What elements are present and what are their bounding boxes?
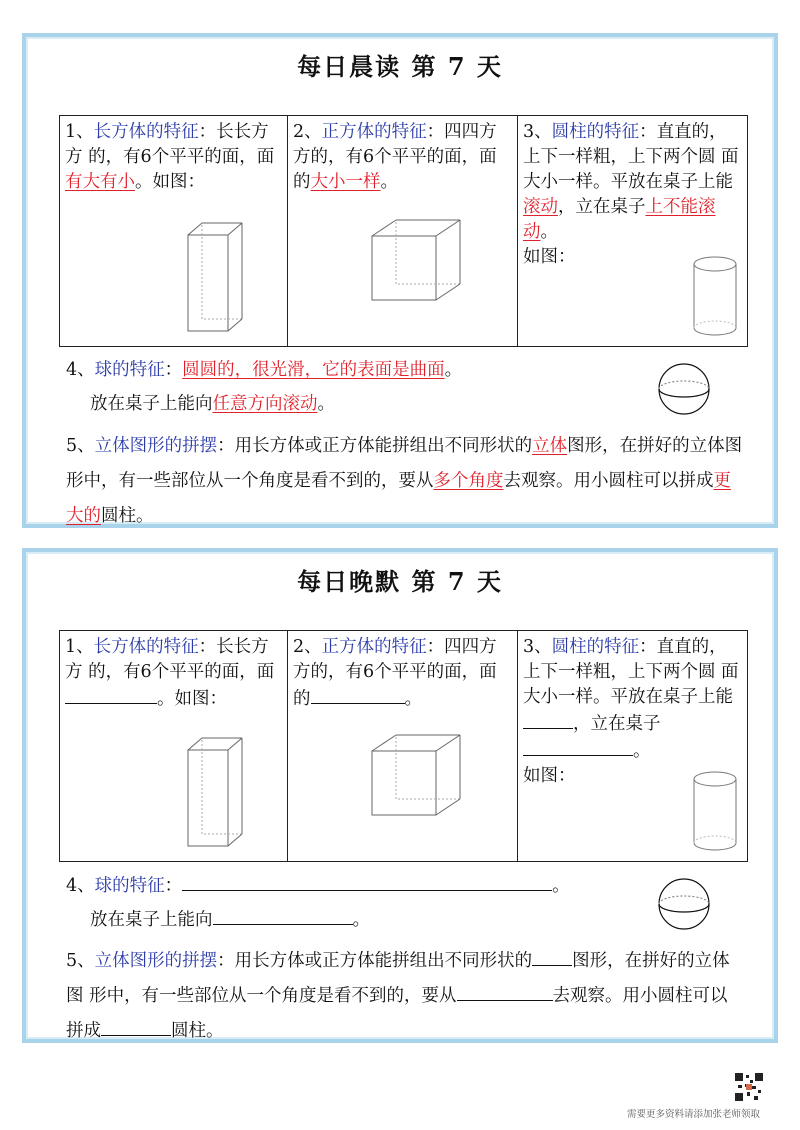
item-heading: 正方体的特征	[321, 637, 427, 657]
page-title: 每日晨读 第 7 天	[297, 52, 503, 81]
item-number: 2、	[293, 637, 322, 657]
answer-text: 有大有小	[65, 172, 135, 192]
item-text: 。	[540, 222, 558, 242]
item-number: 3、	[523, 637, 552, 657]
item-number: 2、	[293, 122, 322, 142]
item-number: 5、	[66, 436, 95, 456]
page-title: 每日晚默 第 7 天	[297, 567, 503, 596]
answer-blank[interactable]	[101, 1017, 171, 1036]
cube-icon	[368, 731, 468, 821]
cube-icon	[368, 216, 468, 306]
answer-blank[interactable]	[523, 737, 633, 756]
item-text: 去观察。用小圆柱可以拼成	[66, 986, 728, 1041]
cube-cell	[288, 116, 518, 346]
item-heading: 圆柱的特征	[551, 122, 640, 142]
colon: ：	[164, 876, 183, 896]
colon: ：	[164, 360, 183, 380]
sphere-icon	[656, 361, 712, 417]
item-text: 放在桌子上能向	[90, 910, 213, 930]
item-heading: 正方体的特征	[321, 122, 427, 142]
item-number: 5、	[66, 951, 95, 971]
item-heading: 长方体的特征	[93, 122, 199, 142]
morning-reading-panel	[22, 33, 778, 528]
answer-text: 任意方向滚动	[212, 394, 318, 414]
item-heading: 立体图形的拼摆	[94, 951, 218, 971]
item-text: 如图：	[523, 247, 576, 267]
item-text: 四四方 方的，有6个平平的面，面的	[293, 122, 497, 192]
features-table	[59, 115, 748, 347]
evening-dictation-panel	[22, 548, 778, 1043]
item-text: 图形，在拼好的立体图 形中，有一些部位从一个角度是看不到的，要从	[66, 951, 730, 1006]
sphere-icon	[656, 876, 712, 932]
item-number: 4、	[66, 360, 95, 380]
colon: ：	[426, 637, 445, 657]
item-text: 图形，在拼好的立体图 形中，有一些部位从一个角度是看不到的，要从	[66, 436, 743, 491]
assembly-paragraph	[66, 944, 744, 1049]
sphere-roll-line	[90, 906, 744, 933]
qr-code-icon	[734, 1072, 764, 1102]
item-heading: 圆柱的特征	[551, 637, 640, 657]
item-text: 圆柱。	[171, 1021, 224, 1041]
colon: ：	[426, 122, 445, 142]
item-text: 。如图：	[157, 689, 227, 709]
item-text: 四四方 方的，有6个平平的面，面的	[293, 637, 497, 709]
item-heading: 立体图形的拼摆	[94, 436, 218, 456]
answer-text: 圆圆的，很光滑，它的表面是曲面	[182, 360, 445, 380]
item-text: 去观察。用小圆柱可以拼成	[503, 471, 714, 491]
answer-blank[interactable]	[182, 872, 552, 891]
colon: ：	[217, 436, 235, 456]
answer-text: 大小一样	[310, 172, 381, 192]
answer-blank[interactable]	[457, 982, 553, 1001]
cuboid-cell	[60, 631, 288, 861]
item-text: 。	[404, 689, 422, 709]
item-text: 放在桌子上能向	[90, 394, 213, 414]
item-text: 直直的， 上下一样粗，上下两个圆 面大小一样。平放在桌子上能	[523, 122, 739, 192]
item-text: 。	[352, 910, 370, 930]
answer-text: 滚动	[523, 197, 558, 217]
sphere-roll-line	[90, 391, 744, 417]
item-number: 4、	[66, 876, 95, 896]
cuboid-icon	[184, 221, 249, 336]
answer-blank[interactable]	[523, 710, 573, 729]
answer-blank[interactable]	[532, 947, 572, 966]
item-text: 。	[380, 172, 398, 192]
item-text: 。如图：	[135, 172, 205, 192]
cylinder-cell	[518, 631, 747, 861]
cuboid-cell	[60, 116, 288, 346]
footer-note: 需要更多资料请添加张老师领取	[626, 1109, 760, 1120]
item-text: 。	[633, 741, 651, 761]
item-text: 用长方体或正方体能拼组出不同形状的	[234, 951, 533, 971]
item-text: ，立在桌子	[558, 197, 646, 217]
answer-text: 上不能滚动	[523, 197, 716, 242]
cube-cell	[288, 631, 518, 861]
item-text: 直直的， 上下一样粗，上下两个圆 面大小一样。平放在桌子上能	[523, 637, 739, 707]
item-number: 1、	[65, 122, 94, 142]
item-text: 长长方方 的，有6个平平的面，面	[65, 122, 275, 167]
answer-blank[interactable]	[311, 685, 357, 704]
sphere-feature-line	[66, 872, 744, 899]
answer-blank[interactable]	[65, 685, 135, 704]
colon: ：	[198, 637, 217, 657]
colon: ：	[639, 122, 657, 142]
item-text: 用长方体或正方体能拼组出不同形状的	[234, 436, 533, 456]
sphere-feature-line	[66, 357, 744, 383]
item-text: 。	[444, 360, 463, 380]
item-number: 1、	[65, 637, 94, 657]
item-text: 圆柱。	[101, 506, 154, 526]
cylinder-icon	[690, 254, 740, 340]
answer-blank[interactable]	[213, 906, 353, 925]
cylinder-cell	[518, 116, 747, 346]
item-text: 如图：	[523, 766, 576, 786]
colon: ：	[217, 951, 235, 971]
answer-blank[interactable]	[135, 685, 157, 704]
assembly-paragraph	[66, 429, 744, 534]
item-text: 。	[317, 394, 335, 414]
cuboid-icon	[184, 736, 249, 851]
answer-text: 更大的	[66, 471, 731, 526]
item-heading: 长方体的特征	[93, 637, 199, 657]
features-table	[59, 630, 748, 862]
item-heading: 球的特征	[94, 360, 165, 380]
item-heading: 球的特征	[94, 876, 165, 896]
item-text: 。	[552, 876, 570, 896]
item-text: 长长方方 的，有6个平平的面，面	[65, 637, 275, 682]
cylinder-icon	[690, 769, 740, 855]
colon: ：	[198, 122, 217, 142]
colon: ：	[639, 637, 657, 657]
item-number: 3、	[523, 122, 552, 142]
answer-text: 多个角度	[433, 471, 504, 491]
item-text: ，立在桌子	[573, 714, 661, 734]
answer-text: 立体	[532, 436, 568, 456]
answer-blank[interactable]	[357, 685, 405, 704]
